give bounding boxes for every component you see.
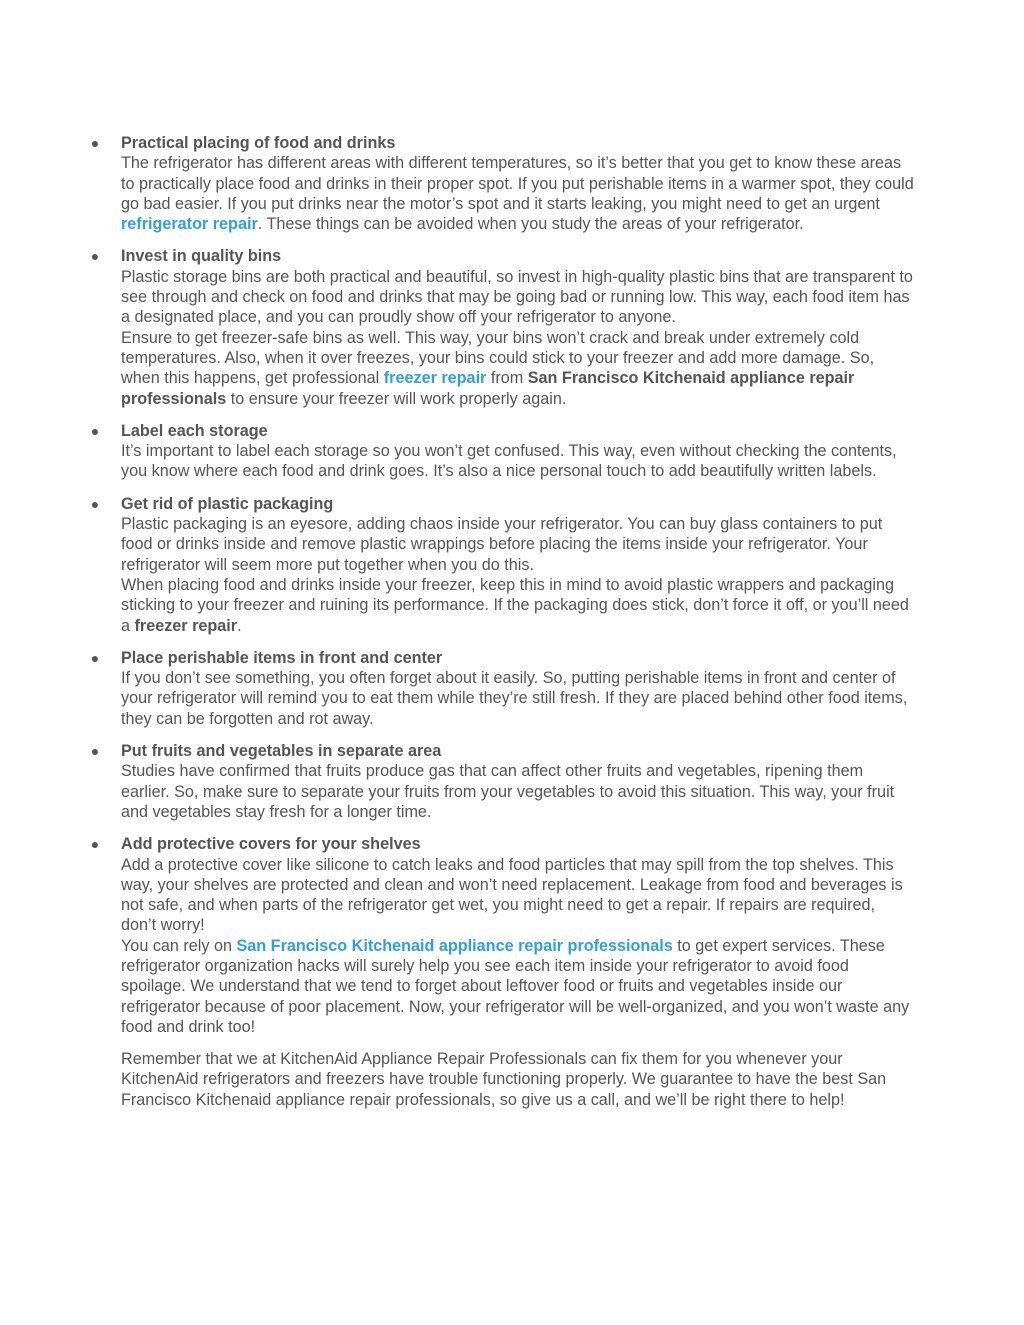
freezer-repair-link[interactable]: freezer repair — [383, 369, 487, 388]
item-paragraph: Plastic storage bins are both practical and beautiful, so invest in high-quality plastic bins that are transparent to see through and check on food and drinks that may be going bad or running low. This way, each food item has a designated place, and you can proudly show off your refrigerator to anyone. — [121, 267, 913, 327]
item-heading: Label each storage — [121, 421, 268, 440]
text-run: When placing food and drinks inside your freezer, keep this in mind to avoid plastic wrappers and packaging sticking to your freezer and ruining its performance. If the packaging does stick, don’t force it off, or you’ll need a — [121, 575, 909, 635]
text-run: The refrigerator has different areas with different temperatures, so it’s better that you get to know these areas to practically place food and drinks in their proper spot. If you put perishable items in a warmer spot, they could go bad easier. If you put drinks near the motor’s spot and it starts leaking, you might need to get an urgent — [121, 154, 914, 213]
bullet-icon: ● — [90, 248, 100, 265]
item-paragraph — [121, 153, 914, 234]
list-item — [0, 494, 1024, 636]
text-run: Ensure to get freezer-safe bins as well. This way, your bins won’t crack and break under extremely cold temperatures. Also, when it over freezes, your bins could stick to your freezer and add more damage. So, when this happens, get professional — [121, 328, 875, 388]
text-run: . — [237, 616, 242, 635]
item-paragraph: If you don’t see something, you often forget about it easily. So, putting perishable items in front and center of your refrigerator will remind you to eat them while they’re still fresh. If they are placed behind other food items, they can be forgotten and rot away. — [121, 669, 908, 728]
item-paragraph: It’s important to label each storage so you won’t get confused. This way, even without checking the contents, you know where each food and drink goes. It’s also a nice personal touch to add beautifully written labels. — [121, 442, 897, 481]
list-item — [0, 421, 1024, 482]
bold-text: San Francisco Kitchenaid appliance repair professionals — [121, 369, 855, 408]
list-item — [0, 246, 1024, 408]
item-heading: Invest in quality bins — [121, 247, 282, 266]
text-run: You can rely on — [121, 936, 237, 955]
item-heading: Add protective covers for your shelves — [121, 835, 421, 854]
bold-text: freezer repair — [134, 616, 238, 635]
bullet-icon: ● — [90, 743, 100, 760]
item-paragraph: Studies have confirmed that fruits produce gas that can affect other fruits and vegetables, ripening them earlier. So, make sure to separate your fruits from your vegetables to avoid this situation. This way, your fruit and vegetables stay fresh for a longer time. — [121, 762, 895, 821]
item-paragraph — [121, 575, 914, 636]
list-item — [0, 133, 1024, 234]
text-run: to ensure your freezer will work properly again. — [226, 389, 567, 408]
list-item — [0, 648, 1024, 729]
kitchenaid-professionals-link[interactable]: San Francisco Kitchenaid appliance repair professionals — [236, 936, 673, 955]
item-paragraph — [121, 936, 914, 1037]
refrigerator-repair-link[interactable]: refrigerator repair — [121, 215, 258, 234]
text-run: to get expert services. These refrigerator organization hacks will surely help you see each item inside your refrigerator to avoid food spoilage. We understand that we tend to forget about leftover food or fruits and vegetables inside our refrigerator because of poor placement. Now, your refrigerator will be well-organized, and you won’t waste any food and drink too! — [121, 936, 910, 1036]
list-item — [0, 834, 1024, 1037]
bullet-icon: ● — [90, 422, 100, 439]
text-run: from — [486, 369, 528, 388]
item-paragraph — [121, 328, 914, 409]
document-body — [0, 133, 1024, 1110]
bullet-icon: ● — [90, 649, 100, 666]
text-run: . These things can be avoided when you study the areas of your refrigerator. — [257, 215, 804, 234]
bullet-icon: ● — [90, 495, 100, 512]
bullet-icon: ● — [90, 135, 100, 151]
item-paragraph: Plastic packaging is an eyesore, adding chaos inside your refrigerator. You can buy glass containers to put food or drinks inside and remove plastic wrappings before placing the items inside your refrigerator. Your refrigerator will seem more put together when you do this. — [121, 515, 883, 574]
item-heading: Get rid of plastic packaging — [121, 494, 334, 513]
item-heading: Place perishable items in front and center — [121, 648, 443, 667]
item-paragraph: Add a protective cover like silicone to catch leaks and food particles that may spill from the top shelves. This way, your shelves are protected and clean and won’t need replacement. Leakage from food and beverages is not safe, and when parts of the refrigerator get wet, you might need to get a repair. If repairs are required, don’t worry! — [121, 855, 903, 935]
list-item — [0, 741, 1024, 822]
item-heading: Put fruits and vegetables in separate area — [121, 742, 442, 761]
closing-paragraph: Remember that we at KitchenAid Appliance Repair Professionals can fix them for you whenever your KitchenAid refrigerators and freezers have trouble functioning properly. We guarantee to have the best San Francisco Kitchenaid appliance repair professionals, so give us a call, and we’ll be right there to help! — [121, 1050, 887, 1109]
tips-list — [0, 133, 1024, 1037]
item-heading: Practical placing of food and drinks — [121, 134, 396, 152]
bullet-icon: ● — [90, 836, 100, 853]
